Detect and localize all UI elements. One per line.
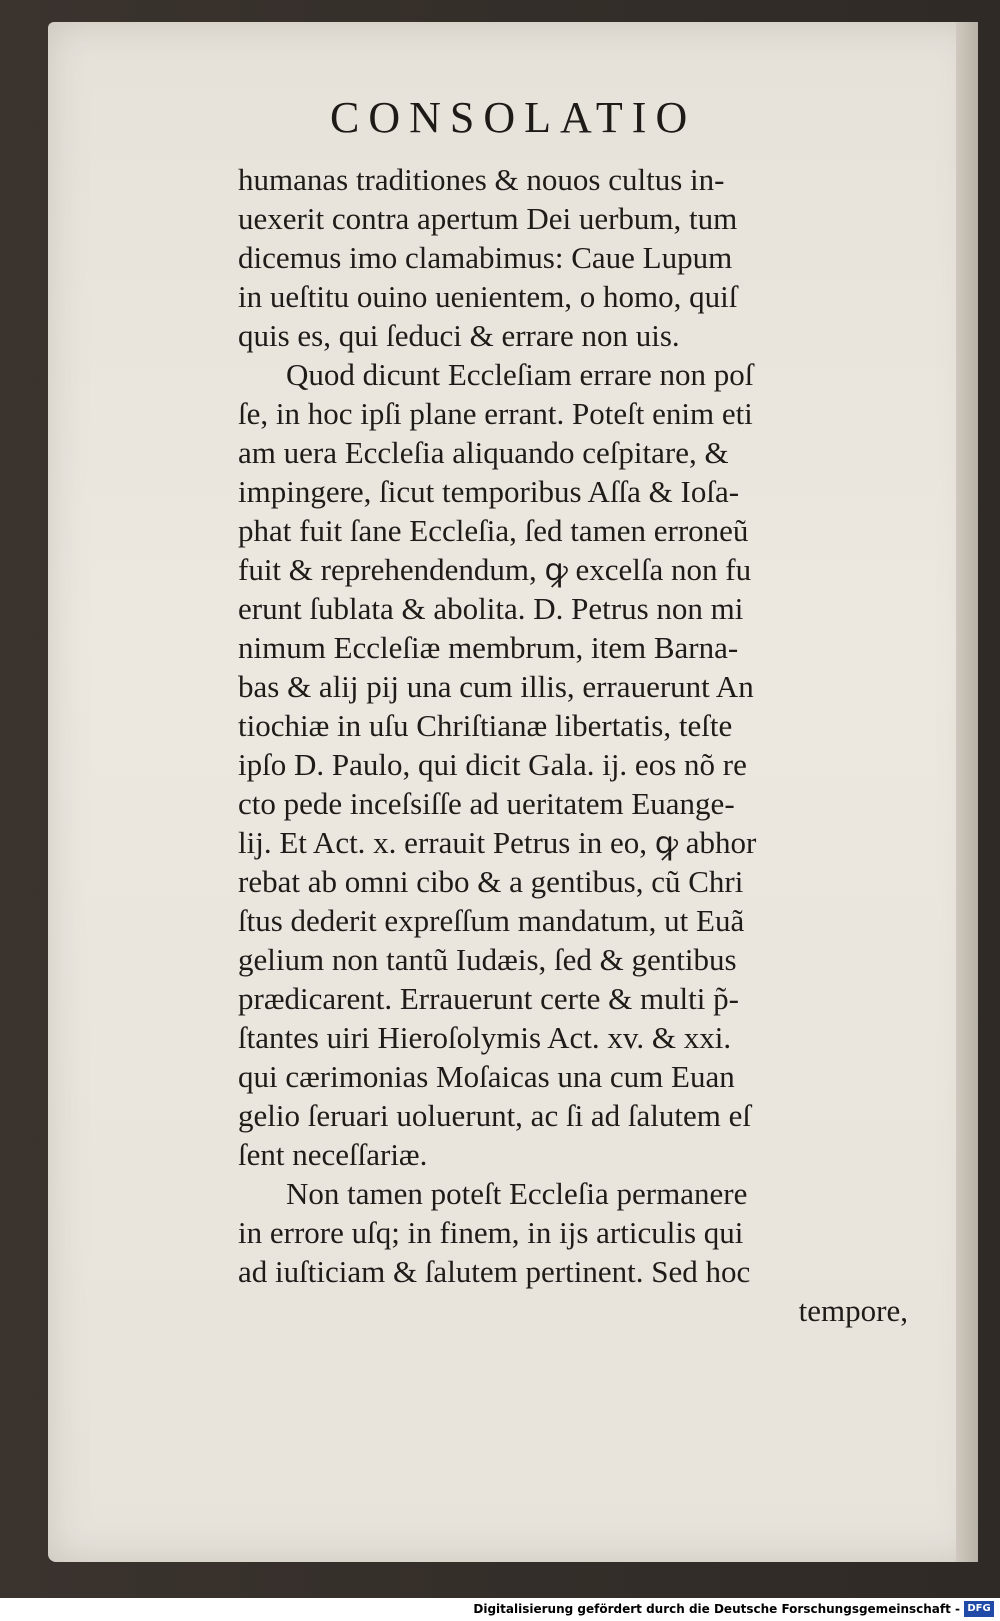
- page-edge: [956, 22, 978, 1562]
- text-line: in ueſtitu ouino uenientem, o homo, quiſ: [238, 279, 738, 314]
- text-line: fuit & reprehendendum, ꝙ excelſa non fu: [238, 552, 752, 587]
- text-line: am uera Eccleſia aliquando ceſpitare, &: [238, 435, 729, 470]
- text-line: phat fuit ſane Eccleſia, ſed tamen erroneũ: [238, 513, 749, 548]
- text-line: ſtus dederit expreſſum mandatum, ut Euã: [238, 903, 745, 938]
- text-line: impingere, ſicut temporibus Aſſa & Ioſa-: [238, 474, 740, 509]
- text-line: uexerit contra apertum Dei uerbum, tum: [238, 201, 738, 236]
- footer-bar: [0, 1598, 1000, 1621]
- text-line: humanas traditiones & nouos cultus in-: [238, 162, 725, 197]
- funding-notice: Digitalisierung gefördert durch die Deutsche Forschungsgemeinschaft -: [473, 1602, 960, 1616]
- text-line: gelio ſeruari uoluerunt, ac ſi ad ſalutem eſ: [238, 1098, 752, 1133]
- paragraph-start-line: Quod dicunt Eccleſiam errare non poſ: [286, 357, 754, 392]
- text-line: bas & alij pij una cum illis, errauerunt An: [238, 669, 754, 704]
- text-line: rebat ab omni cibo & a gentibus, cũ Chri: [238, 864, 744, 899]
- paragraph-start-line: Non tamen poteſt Eccleſia permanere: [286, 1176, 748, 1211]
- text-line: dicemus imo clamabimus: Caue Lupum: [238, 240, 733, 275]
- catchword: tempore,: [798, 1293, 908, 1328]
- text-line: erunt ſublata & abolita. D. Petrus non mi: [238, 591, 744, 626]
- text-line: ſe, in hoc ipſi plane errant. Poteſt enim eti: [238, 396, 753, 431]
- running-head: CONSOLATIO: [330, 93, 697, 142]
- text-line: qui cærimonias Moſaicas una cum Euan: [238, 1059, 735, 1094]
- text-line: gelium non tantũ Iudæis, ſed & gentibus: [238, 942, 737, 977]
- text-line: ſent neceſſariæ.: [238, 1137, 428, 1172]
- text-line: tiochiæ in uſu Chriſtianæ libertatis, teſte: [238, 708, 733, 743]
- dfg-logo: DFG: [964, 1601, 994, 1617]
- text-line: ipſo D. Paulo, qui dicit Gala. ij. eos nõ re: [238, 747, 747, 782]
- text-line: in errore uſq; in finem, in ijs articulis qui: [238, 1215, 744, 1250]
- text-line: lij. Et Act. x. errauit Petrus in eo, ꝙ abhor: [238, 825, 757, 860]
- text-line: cto pede inceſsiſſe ad ueritatem Euange-: [238, 786, 735, 821]
- text-line: ſtantes uiri Hieroſolymis Act. xv. & xxi.: [238, 1020, 732, 1055]
- text-line: prædicarent. Errauerunt certe & multi p̃-: [238, 981, 739, 1016]
- text-line: ad iuſticiam & ſalutem pertinent. Sed hoc: [238, 1254, 751, 1289]
- text-line: nimum Eccleſiæ membrum, item Barna-: [238, 630, 739, 665]
- text-line: quis es, qui ſeduci & errare non uis.: [238, 318, 680, 353]
- body-text: [238, 160, 918, 1330]
